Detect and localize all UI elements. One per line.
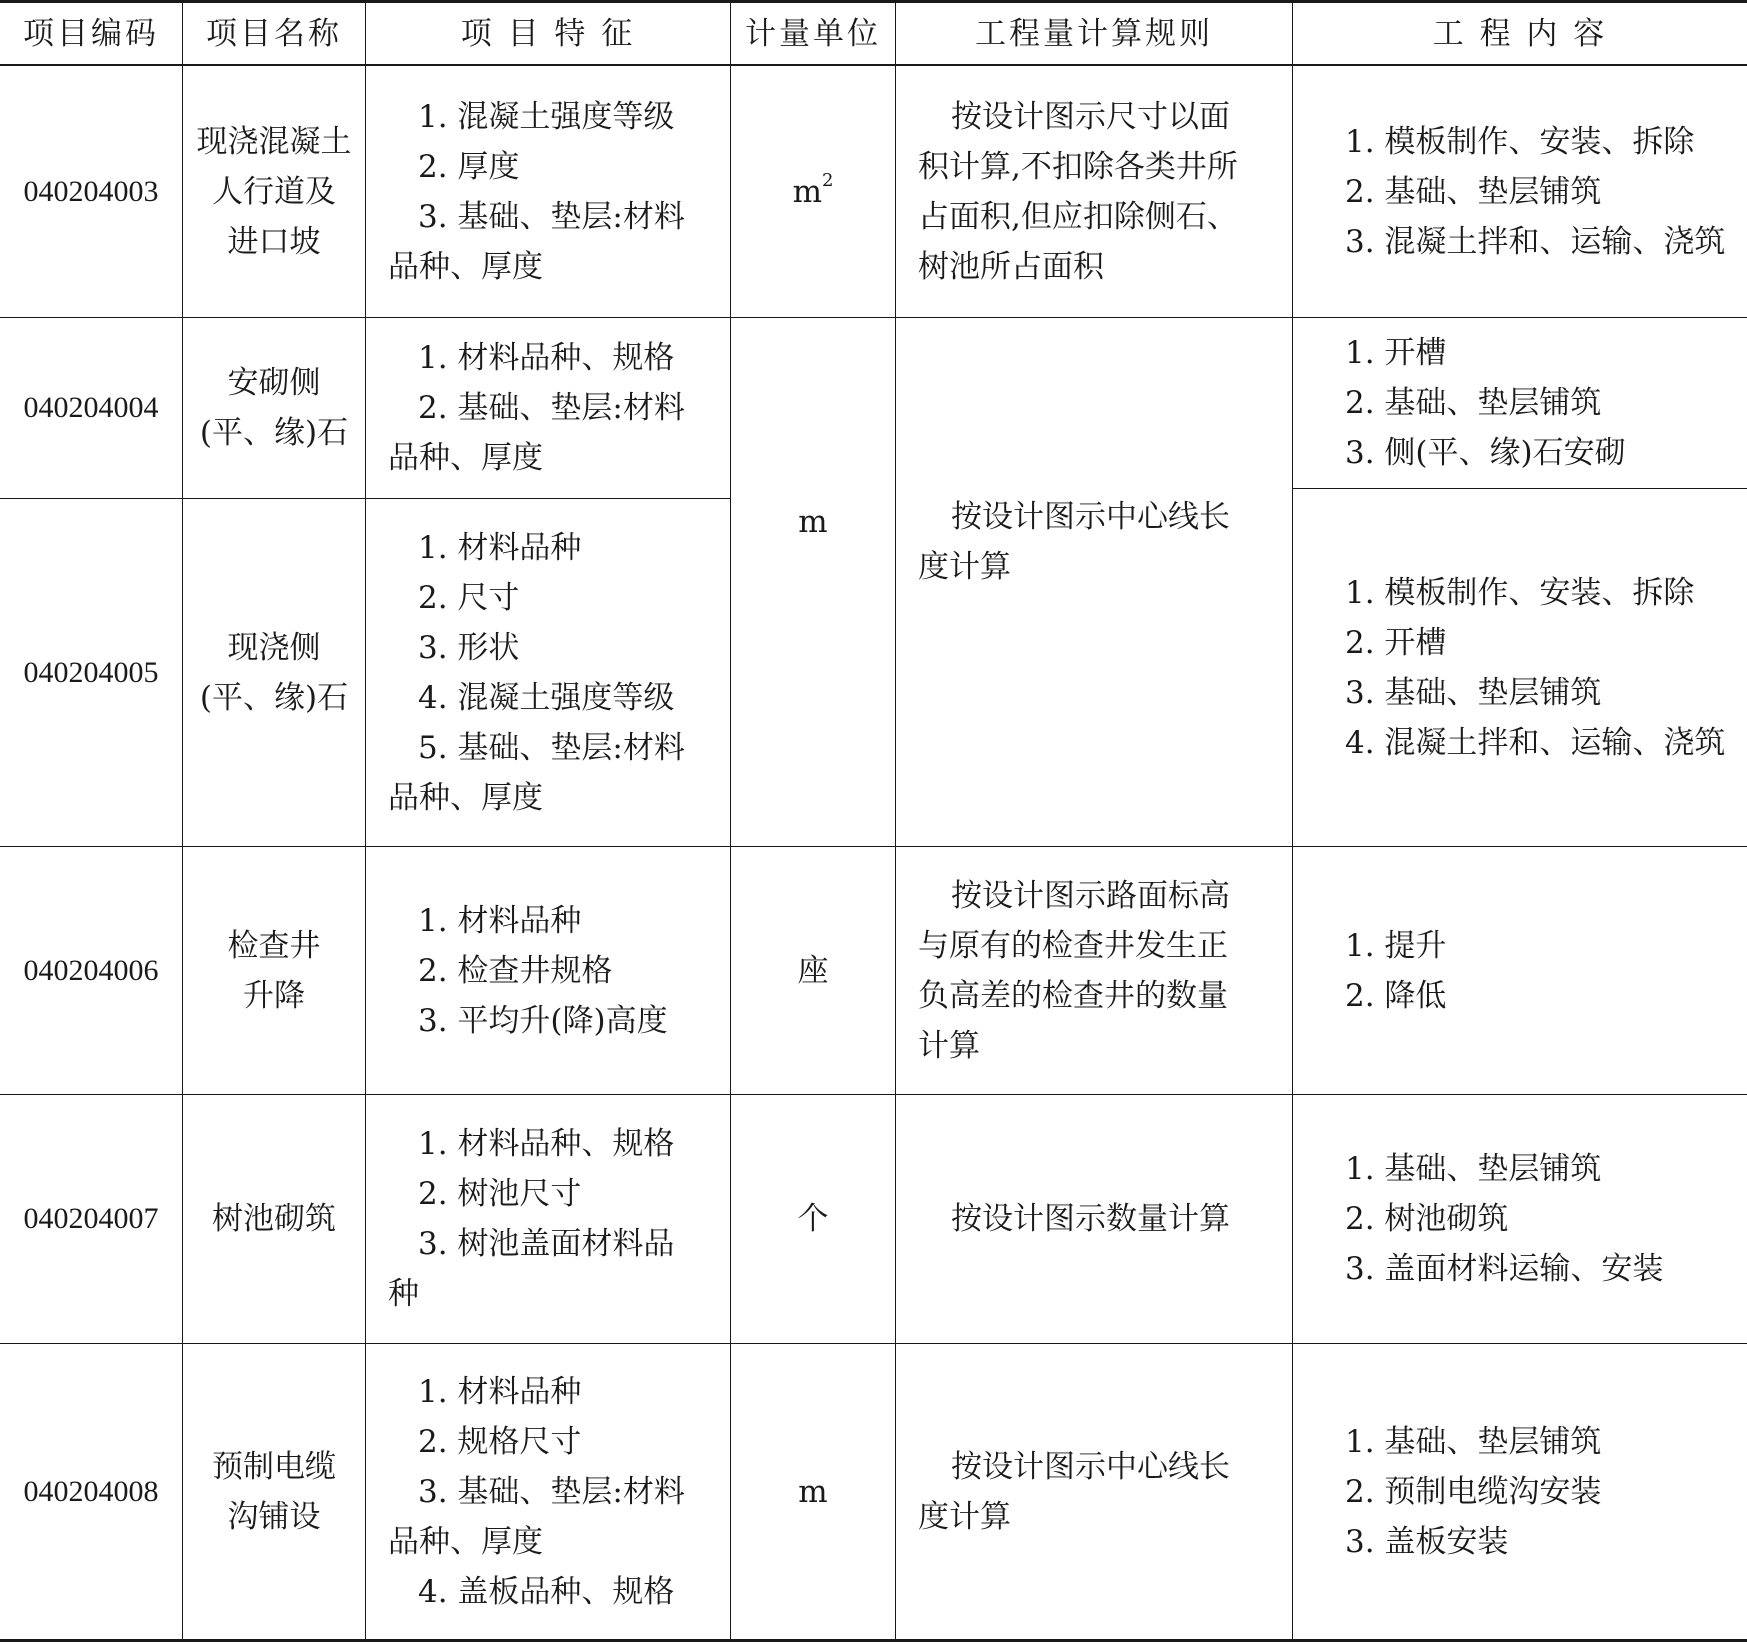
row-rule: 按设计图示中心线长 度计算 [918,1448,1230,1535]
row-code: 040204007 [23,1202,159,1235]
merged-unit: m [798,504,828,540]
row-content: 1. 基础、垫层铺筑 2. 树池砌筑 3. 盖面材料运输、安装 [1345,1151,1664,1287]
row-name: 检查井 升降 [227,927,321,1014]
row-rule: 按设计图示路面标高 与原有的检查井发生正 负高差的检查井的数量 计算 [918,877,1230,1064]
row-features: 1. 材料品种 2. 检查井规格 3. 平均升(降)高度 [418,902,668,1039]
header-unit: 计量单位 [745,15,881,52]
header-rule: 工程量计算规则 [975,15,1213,52]
merged-rule: 按设计图示中心线长 度计算 [918,499,1230,585]
row-unit: 座 [797,952,829,989]
row-rule: 按设计图示尺寸以面 积计算,不扣除各类井所 占面积,但应扣除侧石、 树池所占面积 [918,98,1238,285]
row-features: 1. 混凝土强度等级 2. 厚度 3. 基础、垫层:材料 品种、厚度 [388,98,685,285]
table-bottom-rule [0,1639,1747,1642]
row-name: 安砌侧 (平、缘)石 [199,365,349,451]
unit-superscript: 2 [821,170,834,192]
header-features: 项 目 特 征 [460,15,636,52]
row-code: 040204006 [23,953,159,987]
row-content: 1. 基础、垫层铺筑 2. 预制电缆沟安装 3. 盖板安装 [1345,1423,1602,1560]
row-content: 1. 提升 2. 降低 [1345,927,1447,1014]
row-unit: 个 [797,1201,829,1237]
row-code: 040204008 [23,1474,159,1508]
header-code: 项目编码 [23,15,159,52]
row-features: 1. 材料品种 2. 规格尺寸 3. 基础、垫层:材料 品种、厚度 4. 盖板品种、规格 [388,1373,685,1610]
row-unit [731,66,895,317]
row-name: 现浇混凝土 人行道及 进口坡 [196,123,352,260]
row-features: 1. 材料品种、规格 2. 基础、垫层:材料 品种、厚度 [388,340,685,476]
row-content: 1. 开槽 2. 基础、垫层铺筑 3. 侧(平、缘)石安砌 [1345,335,1626,471]
row-content: 1. 模板制作、安装、拆除 2. 基础、垫层铺筑 3. 混凝土拌和、运输、浇筑 [1345,123,1726,260]
row-code: 040204003 [23,174,159,208]
row-name: 预制电缆 沟铺设 [212,1448,336,1535]
header-content: 工 程 内 容 [1432,15,1608,52]
unit-base: m [792,173,822,210]
row-name: 树池砌筑 [212,1201,336,1237]
row-unit: m [798,1473,828,1510]
row-name: 现浇侧 (平、缘)石 [199,629,349,716]
row-features: 1. 材料品种、规格 2. 树池尺寸 3. 树池盖面材料品 种 [388,1126,675,1312]
row-code: 040204004 [23,391,159,424]
row-features: 1. 材料品种 2. 尺寸 3. 形状 4. 混凝土强度等级 5. 基础、垫层:材料 品种、厚度 [388,529,685,816]
row-rule: 按设计图示数量计算 [951,1201,1230,1237]
header-name: 项目名称 [206,15,342,52]
row-code: 040204005 [23,655,159,689]
row-content: 1. 模板制作、安装、拆除 2. 开槽 3. 基础、垫层铺筑 4. 混凝土拌和、运输、浇筑 [1345,574,1726,761]
